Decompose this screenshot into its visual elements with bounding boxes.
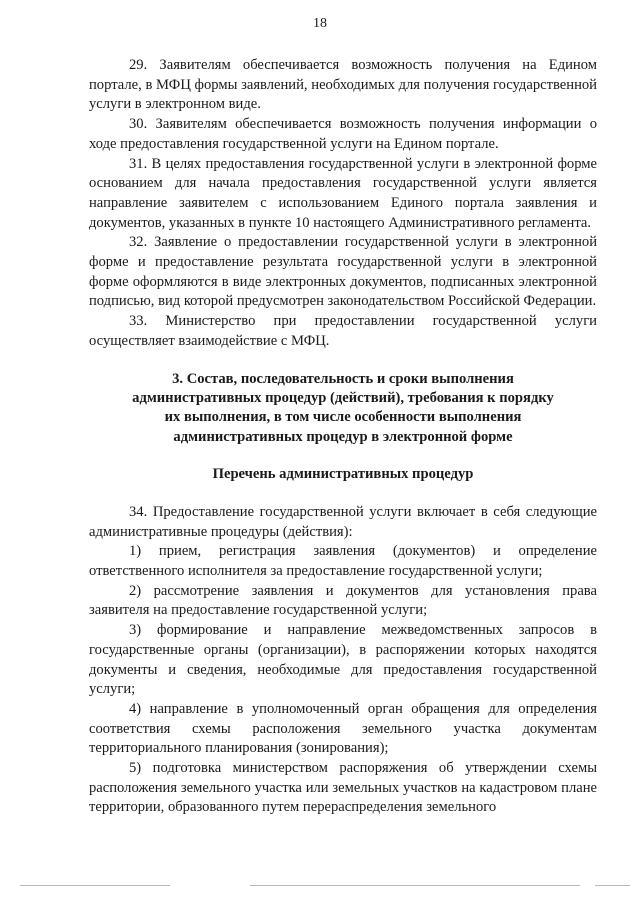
- scan-artifact-line: [20, 885, 170, 886]
- list-item-3: 3) формирование и направление межведомственных запросов в государственные органы (организации), в распоряжении которых находятся документы и сведения, необходимые для предоставления государственной услуги;: [89, 622, 597, 698]
- list-item-5: 5) подготовка министерством распоряжения об утверждении схемы расположения земельного участка или земельных участков на кадастровом плане территории, образованного путем перераспределения земельного: [89, 760, 597, 816]
- section-heading-line: 3. Состав, последовательность и сроки выполнения: [172, 370, 514, 387]
- document-body: [89, 56, 597, 818]
- paragraph-30: 30. Заявителям обеспечивается возможность получения информации о ходе предоставления государственной услуги на Едином портале.: [89, 116, 597, 152]
- paragraph-32: 32. Заявление о предоставлении государственной услуги в электронной форме и предоставление результата государственной услуги в электронной форме оформляются в виде электронных документов, подписанных электронной подписью, вид которой предусмотрен законодательством Российской Федерации.: [89, 234, 597, 310]
- scan-artifact-line: [250, 885, 580, 886]
- procedures-list-heading: Перечень административных процедур: [212, 466, 474, 483]
- paragraph-34: 34. Предоставление государственной услуги включает в себя следующие административные процедуры (действия):: [89, 503, 597, 540]
- list-item-4: 4) направление в уполномоченный орган обращения для определения соответствия схемы расположения земельного участка документам территориального планирования (зонирования);: [89, 700, 597, 757]
- list-item-1: 1) прием, регистрация заявления (документов) и определение ответственного исполнителя за предоставление государственной услуги;: [89, 543, 597, 579]
- paragraph-31: 31. В целях предоставления государственной услуги в электронной форме основанием для начала предоставления государственной услуги является направление заявителем с использованием Единого портала заявления и документов, указанных в пункте 10 настоящего Административного регламента.: [89, 155, 597, 231]
- section-heading-line: административных процедур в электронной форме: [173, 428, 513, 445]
- page-number: 18: [313, 16, 327, 31]
- paragraph-33: 33. Министерство при предоставлении государственной услуги осуществляет взаимодействие с МФЦ.: [89, 313, 597, 349]
- list-item-2: 2) рассмотрение заявления и документов для установления права заявителя на предоставление государственной услуги;: [89, 582, 597, 619]
- section-heading-line: административных процедур (действий), требования к порядку: [132, 389, 554, 406]
- section-heading-line: их выполнения, в том числе особенности выполнения: [164, 409, 522, 426]
- paragraph-29: 29. Заявителям обеспечивается возможность получения на Едином портале, в МФЦ формы заявлений, необходимых для получения государственной услуги в электронном виде.: [89, 57, 597, 113]
- scan-artifact-line: [595, 885, 630, 886]
- section-3-heading: [89, 370, 597, 448]
